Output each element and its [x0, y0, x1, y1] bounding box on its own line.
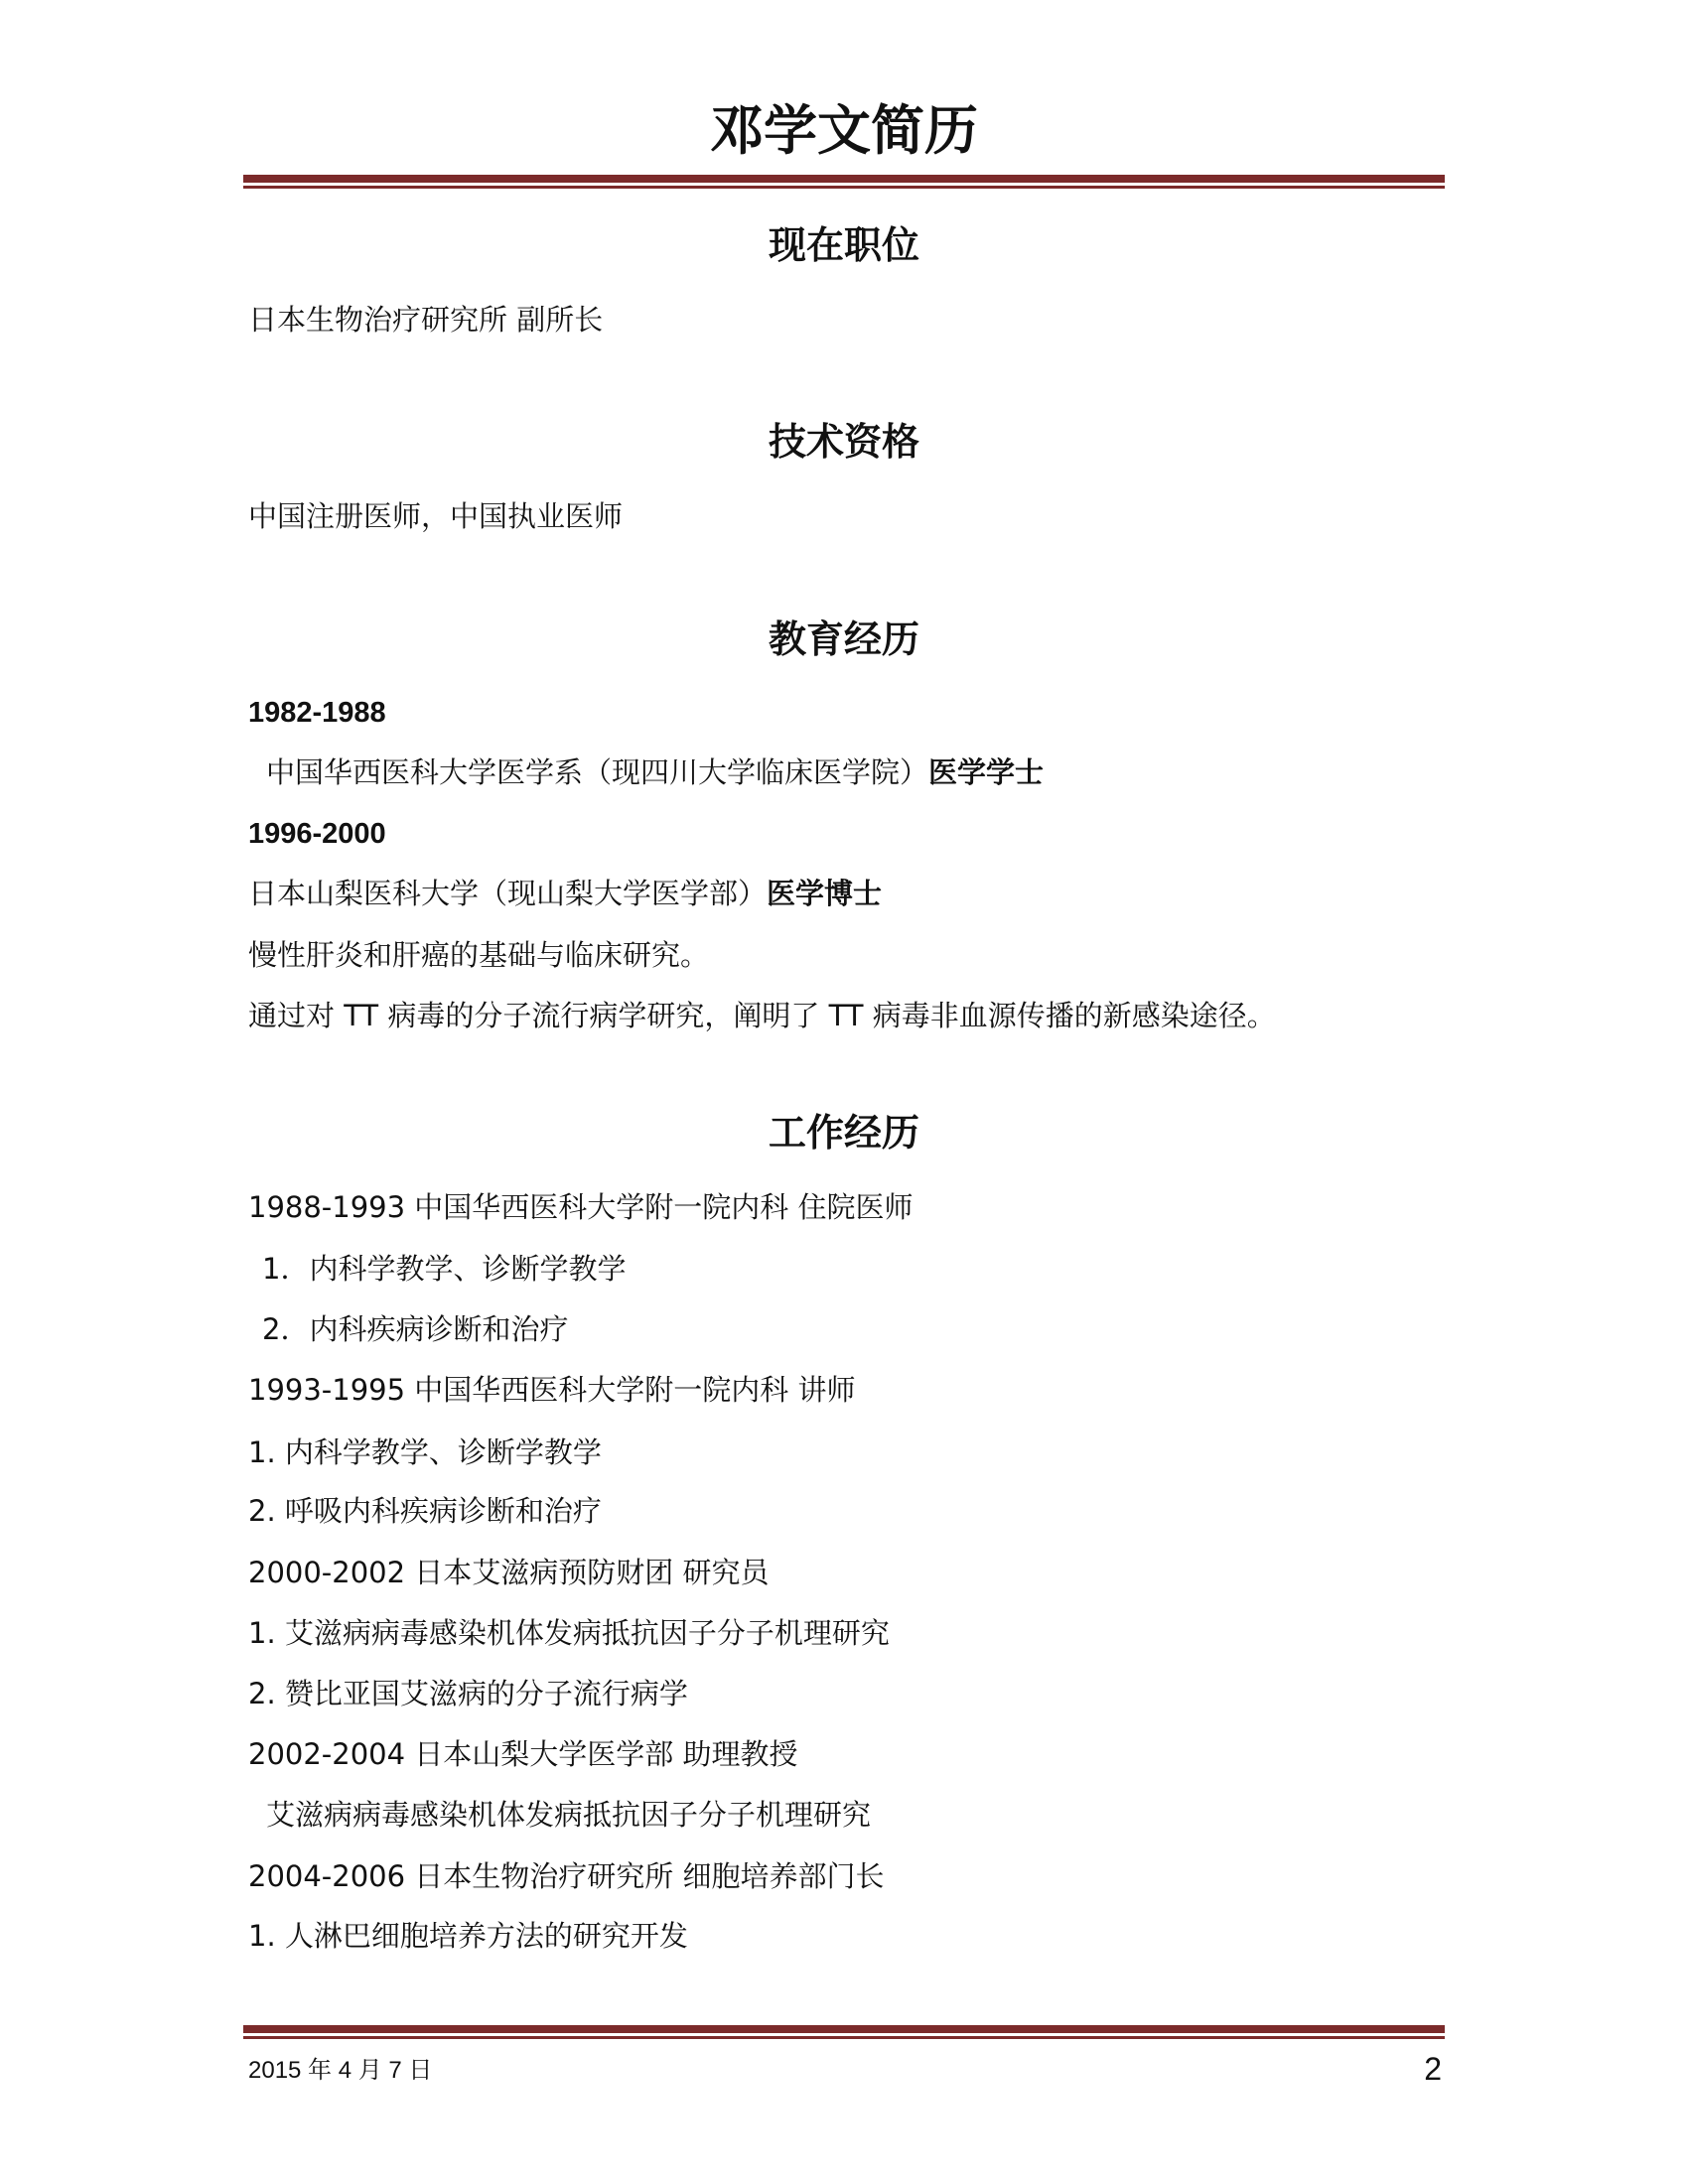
work-entry-title: 2004-2006 日本生物治疗研究所 细胞培养部门长 — [248, 1859, 885, 1893]
work-item: 2. 赞比亚国艾滋病的分子流行病学 — [248, 1677, 688, 1710]
work-item: 1. 人淋巴细胞培养方法的研究开发 — [248, 1919, 688, 1953]
current-position-text: 日本生物治疗研究所 副所长 — [248, 303, 604, 337]
work-item: 1. 内科学教学、诊断学教学 — [248, 1435, 602, 1469]
section-heading-education: 教育经历 — [768, 616, 919, 661]
section-heading-current-position: 现在职位 — [768, 222, 919, 267]
document-title: 邓学文简历 — [710, 98, 978, 162]
work-item: 2．内科疾病诊断和治疗 — [262, 1312, 569, 1346]
work-entry-title: 1993-1995 中国华西医科大学附一院内科 讲师 — [248, 1373, 856, 1407]
work-item: 2. 呼吸内科疾病诊断和治疗 — [248, 1494, 602, 1528]
work-item: 1．内科学教学、诊断学教学 — [262, 1252, 627, 1286]
section-heading-work: 工作经历 — [768, 1110, 919, 1155]
work-item: 艾滋病病毒感染机体发病抵抗因子分子机理研究 — [266, 1798, 872, 1832]
footer-rule — [243, 2025, 1445, 2039]
education-degree: 医学博士 — [767, 877, 883, 910]
section-heading-qualifications: 技术资格 — [768, 419, 919, 464]
education-note: 通过对 TT 病毒的分子流行病学研究，阐明了 TT 病毒非血源传播的新感染途径。 — [248, 999, 1276, 1032]
education-school: 日本山梨医科大学（现山梨大学医学部） — [248, 877, 768, 910]
education-entry — [266, 752, 1044, 792]
footer-date: 2015 年 4 月 7 日 — [248, 2057, 433, 2084]
education-note: 慢性肝炎和肝癌的基础与临床研究。 — [248, 938, 710, 972]
education-entry — [248, 874, 882, 913]
education-degree: 医学学士 — [928, 755, 1045, 789]
work-entry-title: 1988-1993 中国华西医科大学附一院内科 住院医师 — [248, 1190, 914, 1224]
work-item: 1. 艾滋病病毒感染机体发病抵抗因子分子机理研究 — [248, 1616, 890, 1650]
education-years: 1982-1988 — [248, 697, 386, 729]
education-years: 1996-2000 — [248, 818, 386, 850]
qualifications-text: 中国注册医师，中国执业医师 — [248, 499, 624, 533]
work-entry-title: 2000-2002 日本艾滋病预防财团 研究员 — [248, 1556, 770, 1589]
education-school: 中国华西医科大学医学系（现四川大学临床医学院） — [266, 755, 929, 789]
header-rule — [243, 175, 1445, 189]
work-entry-title: 2002-2004 日本山梨大学医学部 助理教授 — [248, 1737, 798, 1771]
page-number: 2 — [1424, 2051, 1442, 2087]
